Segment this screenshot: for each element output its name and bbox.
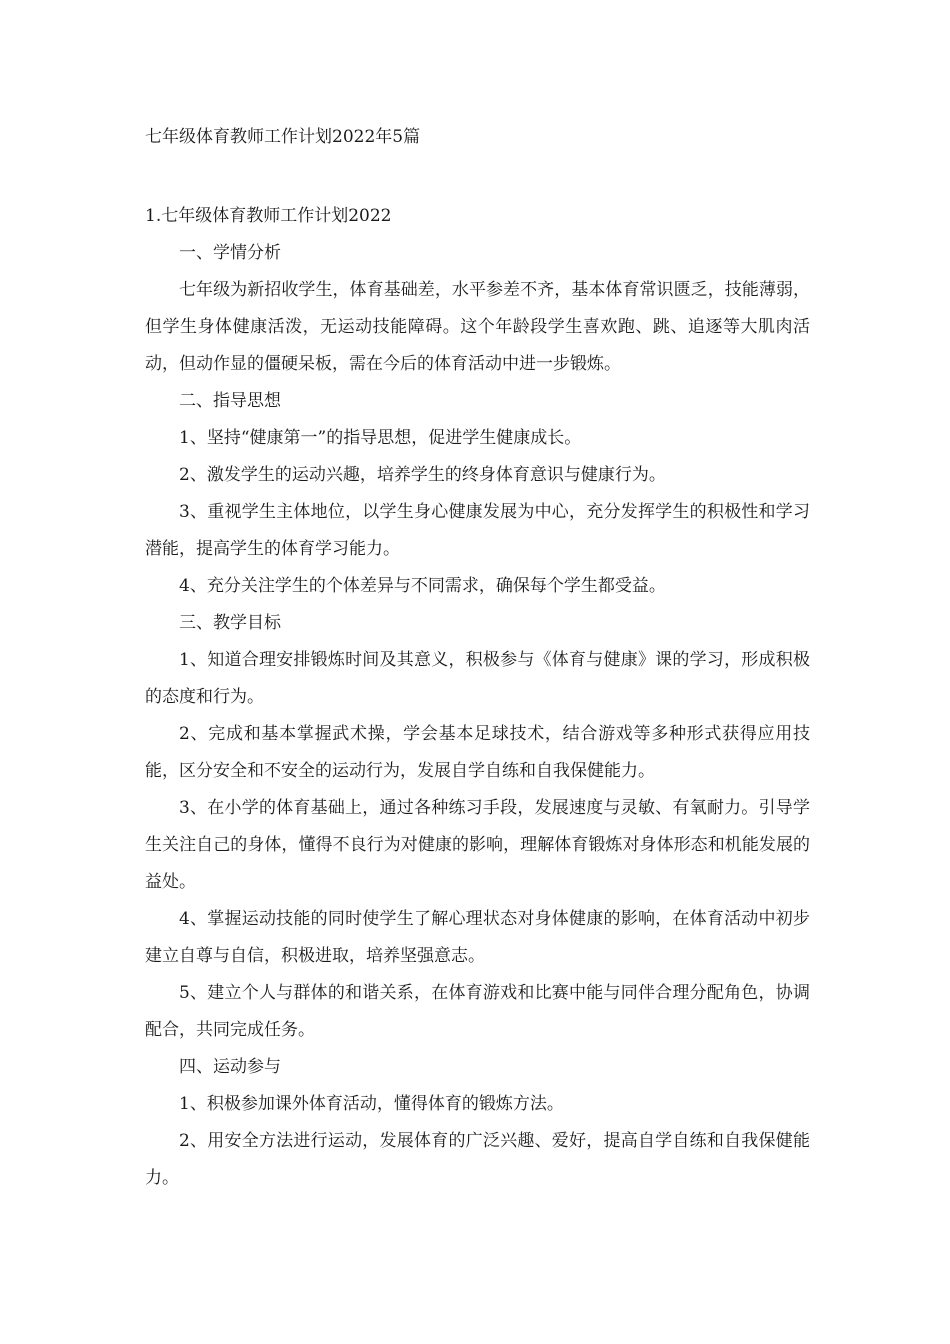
paragraph-participation-2: 2、用安全方法进行运动，发展体育的广泛兴趣、爱好，提高自学自练和自我保健能力。 [145, 1131, 810, 1188]
paragraph-guiding-2: 2、激发学生的运动兴趣，培养学生的终身体育意识与健康行为。 [179, 465, 666, 485]
paragraph-guiding-4: 4、充分关注学生的个体差异与不同需求，确保每个学生都受益。 [179, 576, 666, 596]
paragraph-guiding-1: 1、坚持“健康第一”的指导思想，促进学生健康成长。 [179, 428, 582, 448]
paragraph-goal-5: 5、建立个人与群体的和谐关系，在体育游戏和比赛中能与同伴合理分配角色，协调配合，共同完成任务。 [145, 983, 810, 1040]
paragraph-goal-3: 3、在小学的体育基础上，通过各种练习手段，发展速度与灵敏、有氧耐力。引导学生关注自己的身体，懂得不良行为对健康的影响，理解体育锻炼对身体形态和机能发展的益处。 [145, 798, 810, 892]
heading-guiding-ideology: 二、指导思想 [179, 391, 281, 411]
document-body [145, 121, 810, 1197]
paragraph-guiding-3: 3、重视学生主体地位，以学生身心健康发展为中心，充分发挥学生的积极性和学习潜能，提高学生的体育学习能力。 [145, 502, 810, 559]
paragraph-participation-1: 1、积极参加课外体育活动，懂得体育的锻炼方法。 [179, 1094, 564, 1114]
paragraph-goal-4: 4、掌握运动技能的同时使学生了解心理状态对身体健康的影响，在体育活动中初步建立自尊与自信，积极进取，培养坚强意志。 [145, 909, 810, 966]
document-title: 七年级体育教师工作计划2022年5篇 [145, 127, 421, 147]
heading-situation-analysis: 一、学情分析 [179, 243, 281, 263]
section-title: 1.七年级体育教师工作计划2022 [145, 206, 392, 226]
paragraph-goal-1: 1、知道合理安排锻炼时间及其意义，积极参与《体育与健康》课的学习，形成积极的态度和行为。 [145, 650, 810, 707]
heading-teaching-goals: 三、教学目标 [179, 613, 281, 633]
paragraph-goal-2: 2、完成和基本掌握武术操，学会基本足球技术，结合游戏等多种形式获得应用技能，区分安全和不安全的运动行为，发展自学自练和自我保健能力。 [145, 724, 810, 781]
paragraph-situation-analysis: 七年级为新招收学生，体育基础差，水平参差不齐，基本体育常识匮乏，技能薄弱，但学生身体健康活泼，无运动技能障碍。这个年龄段学生喜欢跑、跳、追逐等大肌肉活动，但动作显的僵硬呆板，需在今后的体育活动中进一步锻炼。 [145, 280, 810, 374]
heading-sports-participation: 四、运动参与 [179, 1057, 281, 1077]
